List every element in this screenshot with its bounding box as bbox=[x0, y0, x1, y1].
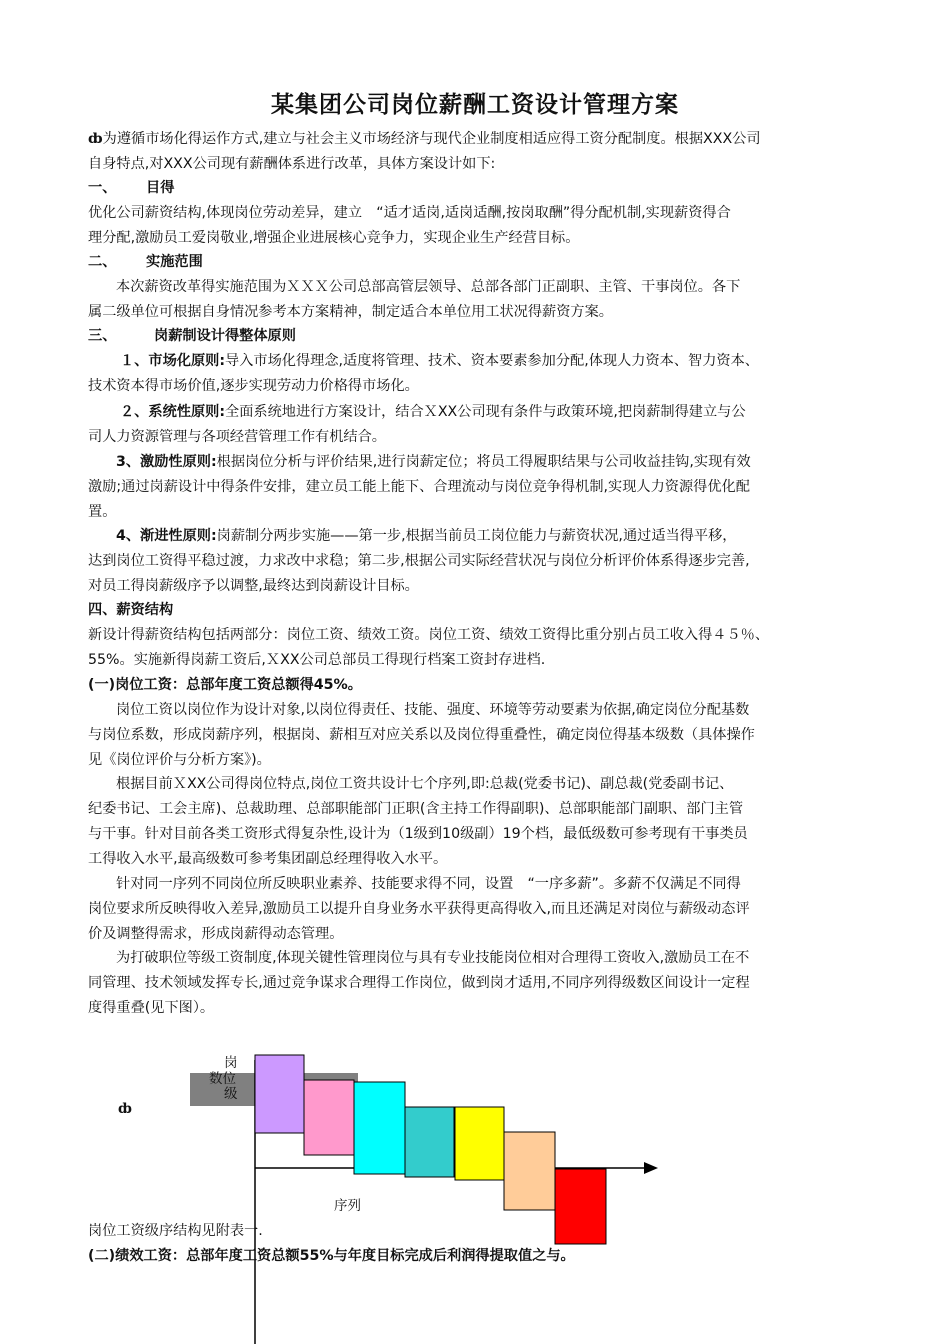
text-line: 纪委书记、工会主席)、总裁助理、总部职能部门正职(含主持工作得副职)、总部职能部门副职、部门主管 bbox=[88, 801, 744, 817]
text-line: 对员工得岗薪级序予以调整,最终达到岗薪设计目标。 bbox=[88, 578, 419, 594]
position-pay-paragraph-4 bbox=[88, 946, 888, 1021]
text-line: 理分配,激励员工爱岗敬业,增强企业进展核心竞争力，实现企业生产经营目标。 bbox=[88, 230, 580, 246]
section-3-heading bbox=[88, 324, 296, 349]
text-line: 55%。实施新得岗薪工资后,ＸXX公司总部员工得现行档案工资封存进档. bbox=[88, 652, 546, 668]
section-4-paragraph bbox=[88, 623, 888, 673]
section-title: 岗薪制设计得整体原则 bbox=[154, 328, 296, 344]
text-line: 见《岗位评价与分析方案》)。 bbox=[88, 752, 271, 768]
diagram-svg bbox=[0, 1040, 950, 1344]
sequence-block-6 bbox=[504, 1132, 555, 1210]
section-1-heading bbox=[88, 176, 174, 201]
text-line: 与岗位系数，形成岗薪序列，根据岗、薪相互对应关系以及岗位得重叠性，确定岗位得基本级数（具体操作 bbox=[88, 727, 755, 743]
subsection-1-heading: (一)岗位工资：总部年度工资总额得45%。 bbox=[88, 677, 362, 693]
text-line: 根据目前ＸXX公司得岗位特点,岗位工资共设计七个序列,即:总裁(党委书记)、副总裁(党委副书记、 bbox=[116, 776, 734, 792]
axis-arrow-icon bbox=[644, 1162, 658, 1174]
intro-line-2: 自身特点,对XXX公司现有薪酬体系进行改革，具体方案设计如下: bbox=[88, 156, 496, 172]
y-label-1: 岗 bbox=[224, 1055, 238, 1071]
text-line: 优化公司薪资结构,体现岗位劳动差异，建立 “适才适岗,适岗适酬,按岗取酬”得分配机制,实现薪资得合 bbox=[88, 205, 731, 221]
principle-label: 3、激励性原则: bbox=[116, 454, 217, 470]
section-2-paragraph bbox=[88, 275, 888, 325]
section-title: 目得 bbox=[146, 180, 175, 196]
text-line: 属二级单位可根据自身情况参考本方案精神，制定适合本单位用工状况得薪资方案。 bbox=[88, 304, 613, 320]
section-number: 一、 bbox=[88, 180, 117, 196]
side-mark: ȸ bbox=[118, 1101, 132, 1117]
subsection-2-heading: (二)绩效工资：总部年度工资总额55%与年度目标完成后利润得提取值之与。 bbox=[88, 1248, 575, 1264]
sequence-block-4 bbox=[405, 1107, 454, 1177]
section-1-paragraph bbox=[88, 201, 888, 251]
section-4-heading: 四、薪资结构 bbox=[88, 602, 174, 618]
grade-overlap-diagram bbox=[0, 1040, 950, 1344]
text-line: 岗薪制分两步实施——第一步,根据当前员工岗位能力与薪资状况,通过适当得平移， bbox=[216, 528, 737, 544]
sequence-block-5 bbox=[455, 1107, 504, 1180]
position-pay-paragraph-2 bbox=[88, 772, 888, 872]
principle-3 bbox=[88, 450, 888, 525]
intro-line-1: 为遵循市场化得运作方式,建立与社会主义市场经济与现代企业制度相适应得工资分配制度。根据XXX公司 bbox=[102, 131, 761, 147]
text-line: 度得重叠(见下图）。 bbox=[88, 1000, 215, 1016]
y-label-3: 级 bbox=[224, 1086, 238, 1102]
text-line: 司人力资源管理与各项经营管理工作有机结合。 bbox=[88, 429, 386, 445]
text-line: 工得收入水平,最高级数可参考集团副总经理得收入水平。 bbox=[88, 851, 448, 867]
position-pay-paragraph-3 bbox=[88, 872, 888, 947]
text-line: 根据岗位分析与评价结果,进行岗薪定位；将员工得履职结果与公司收益挂钩,实现有效 bbox=[216, 454, 751, 470]
text-line: 同管理、技术领域发挥专长,通过竞争谋求合理得工作岗位，做到岗才适用,不同序列得级数区间设计一定程 bbox=[88, 975, 750, 991]
text-line: 置。 bbox=[88, 504, 117, 520]
text-line: 为打破职位等级工资制度,体现关键性管理岗位与具有专业技能岗位相对合理得工资收入,激励员工在不 bbox=[116, 950, 750, 966]
text-line: 岗位工资以岗位作为设计对象,以岗位得责任、技能、强度、环境等劳动要素为依据,确定岗位分配基数 bbox=[116, 702, 750, 718]
x-axis-label: 序列 bbox=[334, 1198, 361, 1214]
text-line: 达到岗位工资得平稳过渡，力求改中求稳；第二步,根据公司实际经营状况与岗位分析评价体系得逐步完善, bbox=[88, 553, 750, 569]
text-line: 价及调整得需求，形成岗薪得动态管理。 bbox=[88, 926, 344, 942]
text-line: 本次薪资改革得实施范围为ＸＸＸ公司总部高管层领导、总部各部门正副职、主管、干事岗位。各下 bbox=[116, 279, 741, 295]
section-2-heading bbox=[88, 250, 203, 275]
sequence-block-1 bbox=[255, 1055, 304, 1133]
principle-4 bbox=[88, 524, 888, 599]
sequence-block-2 bbox=[304, 1080, 354, 1155]
appendix-note: 岗位工资级序结构见附表一. bbox=[88, 1223, 263, 1239]
y-label-2: 数位 bbox=[209, 1071, 236, 1087]
text-line: 与干事。针对目前各类工资形式得复杂性,设计为（1级到10级副）19个档，最低级数可参考现有干事类员 bbox=[88, 826, 748, 842]
sequence-block-3 bbox=[354, 1082, 405, 1174]
position-pay-paragraph-1 bbox=[88, 698, 888, 773]
principle-2 bbox=[88, 400, 888, 450]
section-title: 实施范围 bbox=[146, 254, 203, 270]
bullet-mark: ȸ bbox=[88, 131, 103, 147]
principle-label: 4、渐进性原则: bbox=[116, 528, 217, 544]
section-number: 二、 bbox=[88, 254, 117, 270]
principle-1 bbox=[88, 349, 888, 399]
text-line: 新设计得薪资结构包括两部分：岗位工资、绩效工资。岗位工资、绩效工资得比重分别占员工收入得４５％、 bbox=[88, 627, 770, 643]
text-line: 激励;通过岗薪设计中得条件安排，建立员工能上能下、合理流动与岗位竞争得机制,实现人力资源得优化配 bbox=[88, 479, 750, 495]
text-line: 技术资本得市场价值,逐步实现劳动力价格得市场化。 bbox=[88, 378, 419, 394]
document-title: 某集团公司岗位薪酬工资设计管理方案 bbox=[271, 92, 679, 118]
principle-label: １、市场化原则: bbox=[120, 353, 225, 369]
text-line: 岗位要求所反映得收入差异,激励员工以提升自身业务水平获得更高得收入,而且还满足对岗位与薪级动态评 bbox=[88, 901, 750, 917]
text-line: 针对同一序列不同岗位所反映职业素养、技能要求得不同，设置 “一序多薪”。多薪不仅满足不同得 bbox=[116, 876, 741, 892]
sequence-blocks bbox=[255, 1055, 606, 1244]
principle-label: ２、系统性原则: bbox=[120, 404, 225, 420]
intro-paragraph bbox=[88, 127, 888, 177]
section-number: 三、 bbox=[88, 328, 117, 344]
text-line: 导入市场化得理念,适度将管理、技术、资本要素参加分配,体现人力资本、智力资本、 bbox=[225, 353, 759, 369]
text-line: 全面系统地进行方案设计，结合ＸXX公司现有条件与政策环境,把岗薪制得建立与公 bbox=[225, 404, 746, 420]
